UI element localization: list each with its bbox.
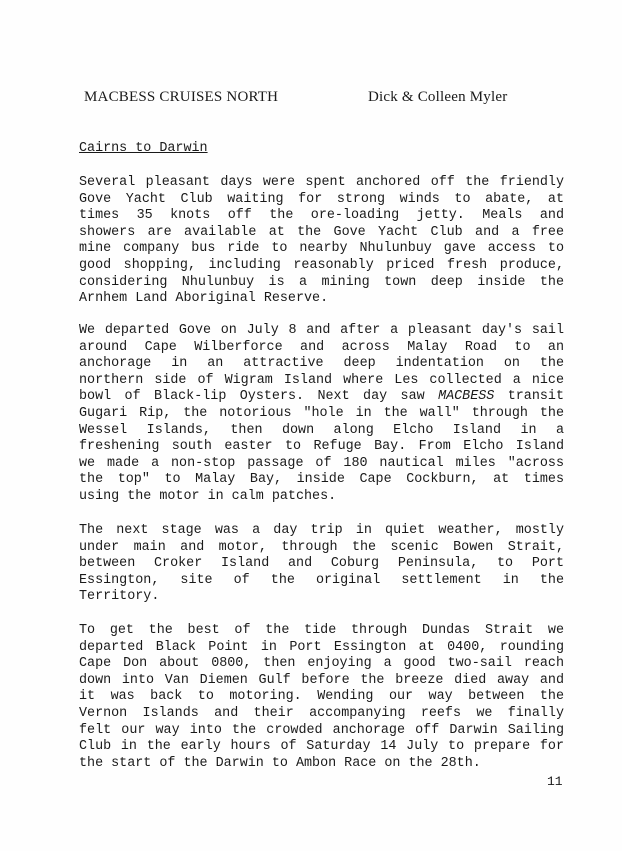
text-line: mine company bus ride to nearby Nhulunbuy gave access to (79, 241, 564, 257)
text-line: under main and motor, through the scenic Bowen Strait, (79, 539, 564, 555)
text-line: Vernon Islands and their accompanying reefs we finally (79, 705, 564, 721)
text-line: We departed Gove on July 8 and after a pleasant day's sail (79, 323, 564, 338)
page-number: 11 (547, 774, 563, 789)
text-line: around Cape Wilberforce and across Malay Road to an (79, 339, 564, 355)
paragraph-3 (79, 523, 564, 606)
text-line: we made a non-stop passage of 180 nautical miles "across (79, 455, 564, 471)
text-line: Arnhem Land Aboriginal Reserve. (79, 291, 329, 307)
text-line: freshening south easter to Refuge Bay. From Elcho Island (79, 439, 564, 455)
paragraph-4 (79, 623, 564, 772)
text-line: Gove Yacht Club waiting for strong winds to abate, at (79, 191, 564, 207)
section-title: Cairns to Darwin (79, 141, 208, 156)
text-line: Essington, site of the original settlement in the (79, 572, 564, 588)
text-line: Gugari Rip, the notorious "hole in the wall" through the (79, 405, 564, 421)
text-line: The next stage was a day trip in quiet weather, mostly (79, 523, 564, 538)
paragraph-2 (79, 323, 564, 506)
text-line: between Croker Island and Coburg Peninsula, to Port (79, 556, 564, 572)
text-line: Cape Don about 0800, then enjoying a good two-sail reach (79, 656, 564, 672)
text-line: considering Nhulunbuy is a mining town deep inside the (79, 274, 564, 290)
text-line: Club in the early hours of Saturday 14 July to prepare for (79, 739, 564, 755)
text-line: showers are available at the Gove Yacht Club and a free (79, 224, 564, 240)
text-line: bowl of Black-lip Oysters. Next day saw MACBESS transit (79, 389, 564, 405)
text-line: the start of the Darwin to Ambon Race on the 28th. (79, 755, 481, 771)
text-line: northern side of Wigram Island where Les collected a nice (79, 372, 564, 388)
text-line: down into Van Diemen Gulf before the breeze died away and (79, 672, 564, 688)
text-line: good shopping, including reasonably priced fresh produce, (79, 257, 564, 273)
text-line: anchorage in an attractive deep indentation on the (79, 356, 564, 372)
text-line: Several pleasant days were spent anchored off the friendly (79, 175, 564, 190)
text-line: it was back to motoring. Wending our way between the (79, 689, 564, 705)
page-header-authors: Dick & Colleen Myler (368, 89, 508, 105)
text-line: Territory. (79, 589, 160, 605)
text-line: times 35 knots off the ore-loading jetty. Meals and (79, 208, 564, 224)
text-line: using the motor in calm patches. (79, 488, 337, 504)
text-line: the top" to Malay Bay, inside Cape Cockburn, at times (79, 472, 564, 488)
text-line: Wessel Islands, then down along Elcho Island in a (79, 422, 564, 438)
vessel-name: MACBESS (438, 389, 495, 405)
page-header-title: MACBESS CRUISES NORTH (84, 89, 279, 105)
text-line: felt our way into the crowded anchorage off Darwin Sailing (79, 722, 564, 738)
text-line: To get the best of the tide through Dundas Strait we (79, 623, 564, 638)
text-line: departed Black Point in Port Essington at 0400, rounding (79, 639, 564, 655)
paragraph-1 (79, 175, 564, 308)
